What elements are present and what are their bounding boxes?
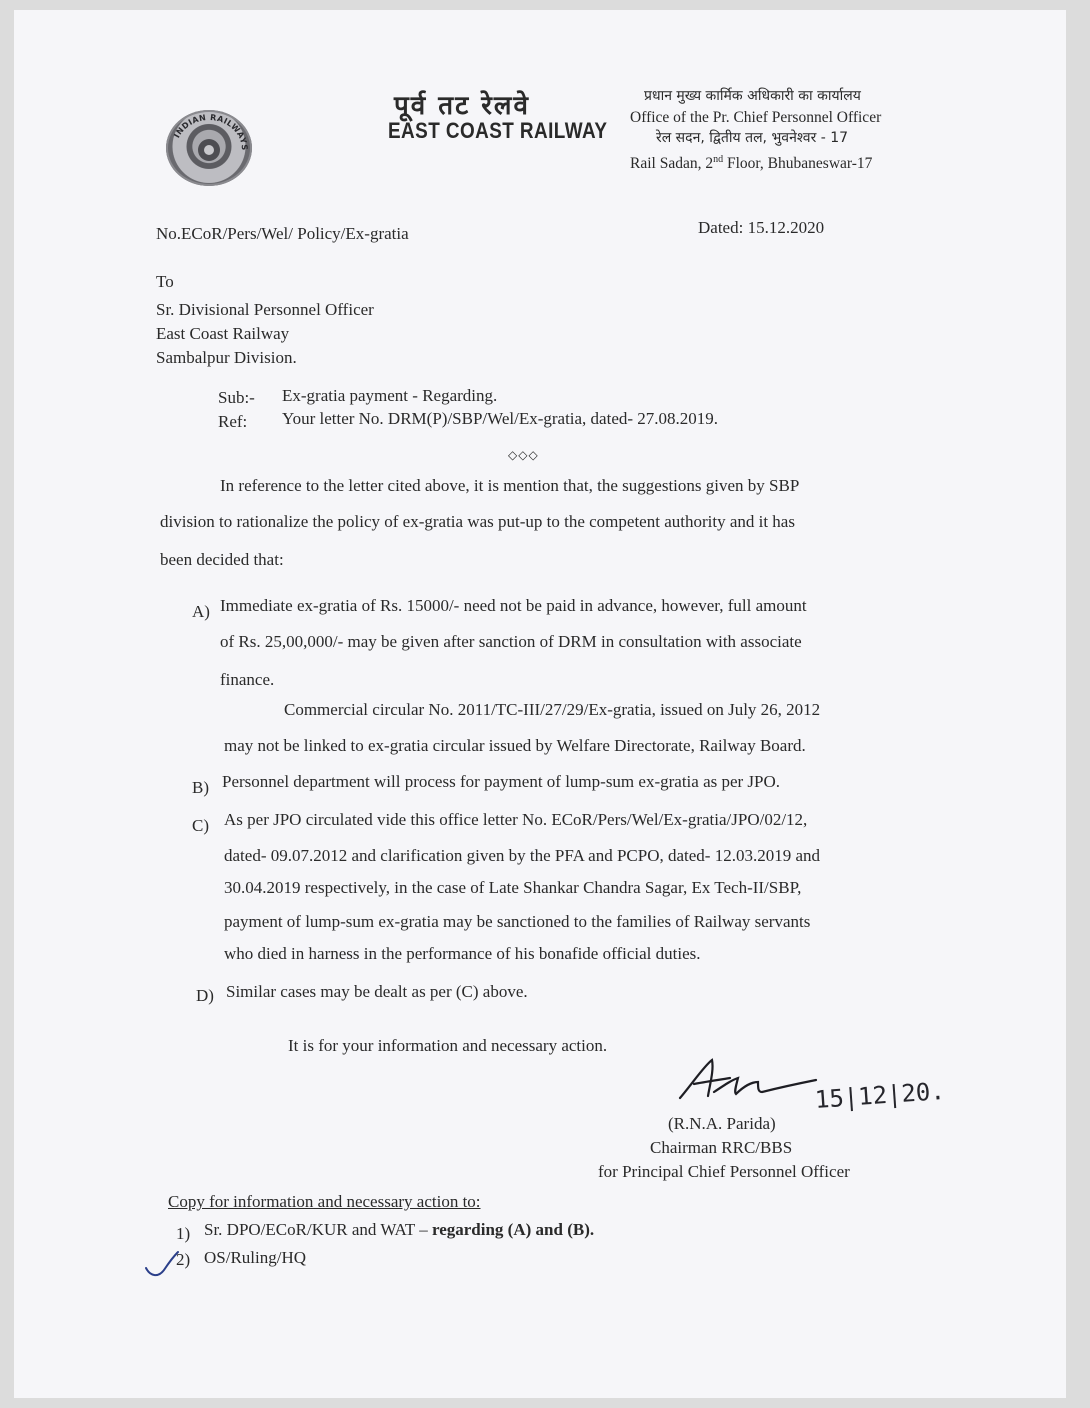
handwritten-signature-icon [674, 1054, 824, 1106]
copy-heading: Copy for information and necessary action to: [168, 1192, 481, 1211]
copy-item-1: Sr. DPO/ECoR/KUR and WAT – regarding (A) and (B). [204, 1220, 595, 1239]
item-a-line: finance. [220, 670, 275, 689]
org-name-english: EAST COAST RAILWAY [388, 118, 608, 143]
signatory-name: (R.N.A. Parida) [668, 1114, 776, 1133]
office-address [630, 86, 881, 174]
item-c-line: As per JPO circulated vide this office letter No. ECoR/Pers/Wel/Ex-gratia/JPO/02/12, [224, 810, 808, 829]
section-divider: ◇◇◇ [508, 448, 539, 462]
recipient-line: East Coast Railway [156, 324, 290, 343]
item-c-line: 30.04.2019 respectively, in the case of Late Shankar Chandra Sagar, Ex Tech-II/SBP, [224, 878, 802, 897]
closing-line: It is for your information and necessary action. [288, 1036, 608, 1055]
recipient-line: Sr. Divisional Personnel Officer [156, 300, 374, 319]
subject-label: Sub:- [218, 388, 255, 407]
recipient-line: Sambalpur Division. [156, 348, 297, 367]
org-name-hindi: पूर्व तट रेलवे [394, 91, 530, 121]
letter-date: Dated: 15.12.2020 [698, 218, 825, 237]
item-d-label: D) [196, 986, 214, 1005]
item-a-label: A) [192, 602, 210, 621]
copy-item-2: OS/Ruling/HQ [204, 1248, 307, 1267]
letter-number: No.ECoR/Pers/Wel/ Policy/Ex-gratia [156, 224, 409, 243]
item-b-text: Personnel department will process for payment of lump-sum ex-gratia as per JPO. [222, 772, 781, 791]
intro-line: division to rationalize the policy of ex-gratia was put-up to the competent authority and it has [160, 512, 795, 531]
item-c-label: C) [192, 816, 209, 835]
item-a-line: Immediate ex-gratia of Rs. 15000/- need not be paid in advance, however, full amount [220, 596, 807, 615]
signature-date: 15|12|20. [814, 1076, 946, 1114]
office-english-line-1: Office of the Pr. Chief Personnel Officer [630, 109, 882, 126]
item-c-line: dated- 09.07.2012 and clarification given by the PFA and PCPO, dated- 12.03.2019 and [224, 846, 821, 865]
copy-item-1-label: 1) [176, 1224, 191, 1243]
subject-text: Ex-gratia payment - Regarding. [282, 386, 498, 405]
intro-line: been decided that: [160, 550, 284, 569]
reference-text: Your letter No. DRM(P)/SBP/Wel/Ex-gratia, dated- 27.08.2019. [282, 409, 719, 428]
item-c-line: payment of lump-sum ex-gratia may be sanctioned to the families of Railway servants [224, 912, 811, 931]
item-d-text: Similar cases may be dealt as per (C) above. [226, 982, 528, 1001]
item-b-label: B) [192, 778, 209, 797]
signatory-designation: Chairman RRC/BBS [650, 1138, 793, 1157]
item-a-line: of Rs. 25,00,000/- may be given after sanction of DRM in consultation with associate [220, 632, 802, 651]
svg-text:INDIAN RAILWAYS: INDIAN RAILWAYS [172, 112, 250, 152]
signatory-for-line: for Principal Chief Personnel Officer [598, 1162, 850, 1181]
office-hindi-line-1: प्रधान मुख्य कार्मिक अधिकारी का कार्यालय [644, 88, 861, 104]
item-c-line: who died in harness in the performance of his bonafide official duties. [224, 944, 701, 963]
indian-railways-seal-icon [166, 110, 252, 186]
handwritten-tick-mark-icon [142, 1248, 182, 1280]
to-label: To [156, 272, 174, 291]
reference-label: Ref: [218, 412, 248, 431]
intro-line: In reference to the letter cited above, it is mention that, the suggestions given by SBP [220, 476, 800, 495]
item-a-note-line: Commercial circular No. 2011/TC-III/27/29/Ex-gratia, issued on July 26, 2012 [284, 700, 821, 719]
office-hindi-line-2: रेल सदन, द्वितीय तल, भुवनेश्वर - 17 [656, 130, 849, 146]
office-english-line-2: Rail Sadan, 2nd Floor, Bhubaneswar-17 [630, 154, 873, 173]
item-a-note-line: may not be linked to ex-gratia circular issued by Welfare Directorate, Railway Board. [224, 736, 806, 755]
letter-page [14, 10, 1066, 1398]
recipient-address [156, 298, 374, 370]
copy-item-2-label: 2) [176, 1250, 191, 1269]
